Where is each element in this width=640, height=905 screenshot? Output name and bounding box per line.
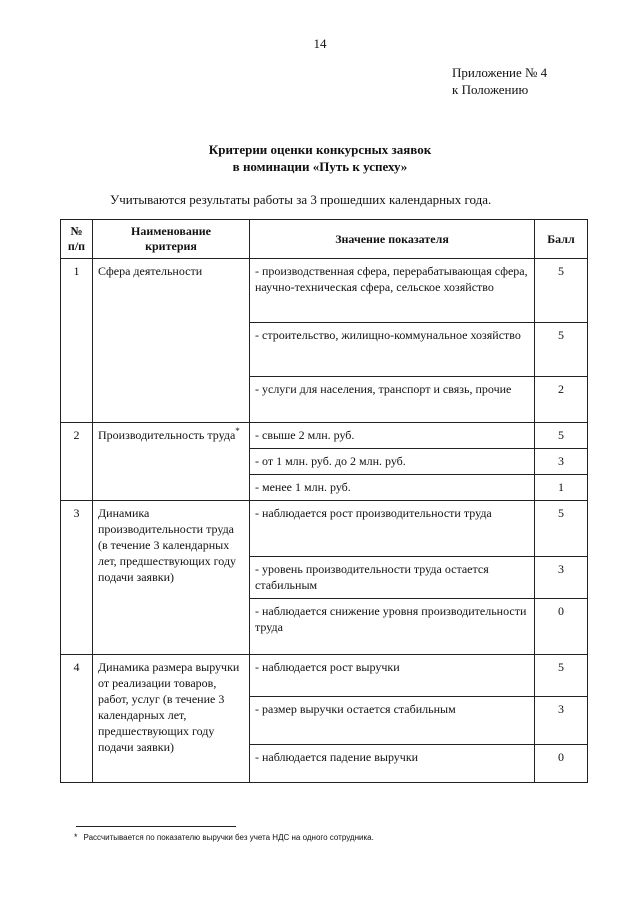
- indicator-value: - менее 1 млн. руб.: [250, 475, 535, 501]
- criterion-name: Динамика размера выручки от реализации товаров, работ, услуг (в течение 3 календарных лет, предшествующих году подачи заявки): [93, 655, 250, 783]
- indicator-value: - наблюдается падение выручки: [250, 745, 535, 783]
- indicator-score: 3: [535, 697, 588, 745]
- title-line-2: в номинации «Путь к успеху»: [232, 159, 408, 174]
- indicator-score: 3: [535, 557, 588, 599]
- indicator-score: 0: [535, 599, 588, 655]
- criterion-name: Производительность труда: [98, 428, 236, 442]
- criterion-number: 4: [61, 655, 93, 783]
- criterion-name-cell: [93, 423, 250, 501]
- criterion-name: Сфера деятельности: [93, 259, 250, 423]
- appendix-line-1: Приложение № 4: [452, 65, 548, 80]
- page-number: 14: [313, 36, 327, 51]
- indicator-value: - размер выручки остается стабильным: [250, 697, 535, 745]
- indicator-score: 5: [535, 501, 588, 557]
- table-row: [61, 259, 588, 323]
- header-name: [93, 220, 250, 259]
- indicator-value: - наблюдается рост производительности труда: [250, 501, 535, 557]
- indicator-score: 5: [535, 259, 588, 323]
- indicator-score: 2: [535, 377, 588, 423]
- footnote: [74, 832, 374, 842]
- header-number: [61, 220, 93, 259]
- header-score: Балл: [535, 220, 588, 259]
- criterion-name: Динамика производительности труда (в течение 3 календарных лет, предшествующих году подачи заявки): [93, 501, 250, 655]
- table-header-row: [61, 220, 588, 259]
- indicator-score: 5: [535, 423, 588, 449]
- header-number-line-2: п/п: [67, 239, 86, 253]
- footnote-divider: [76, 826, 236, 827]
- table-row: [61, 501, 588, 557]
- indicator-score: 3: [535, 449, 588, 475]
- criterion-number: 2: [61, 423, 93, 501]
- header-value: Значение показателя: [250, 220, 535, 259]
- indicator-value: - уровень производительности труда остается стабильным: [250, 557, 535, 599]
- appendix-reference: [452, 64, 547, 98]
- document-title: [0, 141, 640, 175]
- header-name-line-2: критерия: [145, 239, 197, 253]
- criterion-number: 1: [61, 259, 93, 423]
- indicator-value: - услуги для населения, транспорт и связь, прочие: [250, 377, 535, 423]
- footnote-text: Рассчитывается по показателю выручки без учета НДС на одного сотрудника.: [83, 833, 374, 842]
- header-name-line-1: Наименование: [131, 224, 211, 238]
- footnote-mark: *: [74, 832, 78, 842]
- indicator-value: - наблюдается рост выручки: [250, 655, 535, 697]
- indicator-score: 5: [535, 323, 588, 377]
- indicator-score: 1: [535, 475, 588, 501]
- criterion-number: 3: [61, 501, 93, 655]
- table-row: [61, 655, 588, 697]
- indicator-score: 5: [535, 655, 588, 697]
- indicator-value: - наблюдается снижение уровня производительности труда: [250, 599, 535, 655]
- header-number-line-1: №: [70, 224, 83, 238]
- table-row: [61, 423, 588, 449]
- appendix-line-2: к Положению: [452, 82, 529, 97]
- indicator-value: - свыше 2 млн. руб.: [250, 423, 535, 449]
- criteria-table: [60, 219, 588, 783]
- indicator-value: - производственная сфера, перерабатывающая сфера, научно-техническая сфера, сельское хозяйство: [250, 259, 535, 323]
- intro-text: Учитываются результаты работы за 3 прошедших календарных года.: [110, 192, 492, 207]
- indicator-value: - от 1 млн. руб. до 2 млн. руб.: [250, 449, 535, 475]
- indicator-value: - строительство, жилищно-коммунальное хозяйство: [250, 323, 535, 377]
- title-line-1: Критерии оценки конкурсных заявок: [208, 142, 432, 157]
- indicator-score: 0: [535, 745, 588, 783]
- footnote-marker: *: [235, 426, 240, 436]
